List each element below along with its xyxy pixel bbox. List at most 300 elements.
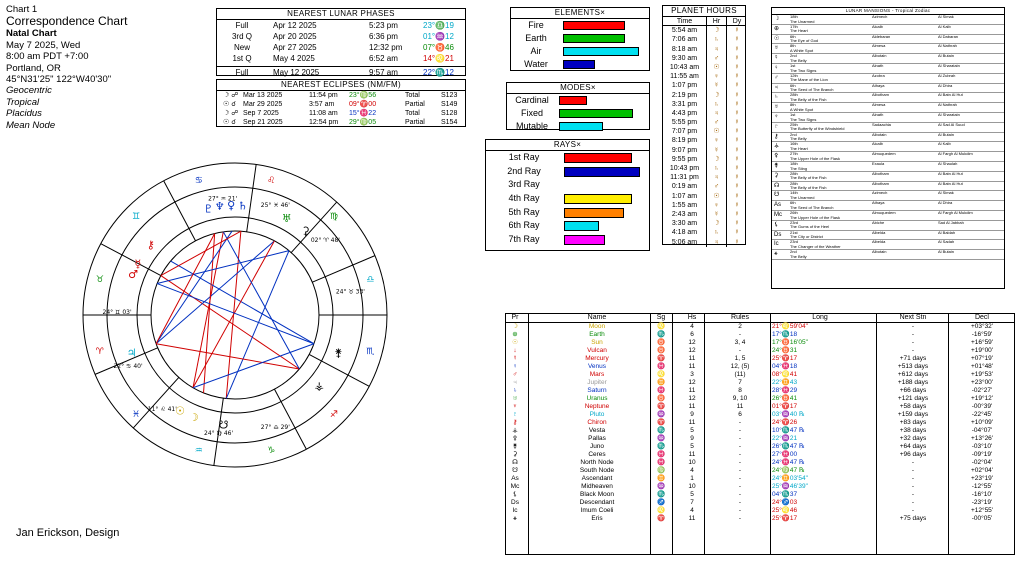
cell-sym: Ds — [511, 499, 519, 506]
planet-hour-row — [663, 54, 745, 63]
cell-sym: ☊ — [512, 459, 518, 466]
cell-sg: ♐ — [656, 499, 666, 506]
hour-time: 0:19 am — [663, 182, 707, 191]
cell-hs: 12 — [688, 395, 696, 402]
eclipse-kind: Partial — [405, 119, 425, 126]
mansion-row — [772, 93, 1004, 103]
mansion-number: 18th — [790, 160, 798, 166]
mansion-arabic: Al Sharatain — [938, 62, 960, 68]
cell-name: Vulcan — [587, 347, 607, 354]
day-ruler: ☿ — [734, 109, 740, 117]
mansion-meaning: The City or District — [790, 234, 823, 240]
cell-sym: ♄ — [512, 387, 518, 394]
cell-rules: - — [738, 435, 742, 442]
planet-hours-title: PLANET HOURS — [663, 6, 745, 17]
table-divider — [948, 314, 949, 554]
mansion-number: 23rd — [790, 219, 799, 225]
mansion-planet: Ic — [774, 241, 779, 248]
mansion-row — [772, 133, 1004, 143]
zodiac-sign-glyph: ♋ — [194, 175, 203, 186]
mansion-arabic: Al Zubrah — [938, 72, 956, 78]
cell-name: Juno — [589, 443, 605, 450]
hour-ruler: ♄ — [707, 35, 727, 44]
cell-stn: - — [911, 507, 915, 514]
elements-row — [511, 45, 649, 58]
wheel-inner-ring — [151, 231, 319, 399]
hour-ruler: ♃ — [707, 238, 727, 247]
chart-coords: 45°N31'25" 122°W40'30" — [6, 74, 112, 86]
modes-row — [507, 120, 649, 133]
mansion-name: Alnath — [872, 111, 884, 117]
table-row — [506, 403, 1014, 411]
table-row — [506, 371, 1014, 379]
day-ruler: ☿ — [734, 146, 740, 154]
cell-rules: - — [738, 459, 742, 466]
mansion-row — [772, 123, 1004, 133]
cell-name: South Node — [579, 467, 615, 474]
planet-glyph: ♅ — [281, 211, 292, 225]
hour-time: 10:43 am — [663, 63, 707, 72]
mansion-row — [772, 250, 1004, 260]
house-cusp-label: 24° ♉ 33' — [335, 288, 365, 296]
mansion-arabic: Sad Al Jabbah — [938, 219, 964, 225]
mansion-meaning: The Changer of the Weather — [790, 243, 841, 249]
mansion-meaning: The Belly of the Fish — [790, 96, 827, 102]
zodiac-sign-glyph: ♐ — [329, 409, 339, 420]
elements-label: Fire — [528, 20, 544, 30]
planet-glyph: ♇ — [203, 202, 214, 216]
mansion-name: Almesa — [872, 102, 886, 108]
modes-label: Fixed — [520, 108, 543, 118]
zodiac-sign-glyph: ♌ — [267, 175, 276, 186]
elements-label: Air — [530, 46, 542, 56]
eclipse-time: 3:57 am — [309, 101, 335, 108]
hour-ruler: ♂ — [707, 118, 727, 127]
hour-ruler: ♃ — [707, 173, 727, 182]
zodiac-sign-glyph: ♒ — [194, 446, 203, 457]
eclipse-symbol: ☉ ☌ — [223, 101, 236, 108]
cell-hs: 11 — [688, 363, 696, 370]
elements-row — [511, 19, 649, 32]
cell-sg: ♓ — [656, 363, 666, 370]
mansion-planet: ⚹ — [774, 251, 778, 258]
eclipse-saros: S123 — [441, 92, 458, 99]
mansion-planet: ⚴ — [774, 153, 779, 160]
cell-long: 24°♊03'54" — [772, 475, 808, 482]
mansion-meaning: The Upper Hole of the Flask — [790, 155, 841, 161]
lunar-phase-row — [217, 31, 465, 42]
eclipse-position: 29°♍05 — [349, 119, 377, 126]
cell-hs: 11 — [688, 419, 696, 426]
cell-sym: ⚳ — [512, 451, 518, 458]
table-row — [506, 515, 1014, 523]
mansion-name: Albotham — [872, 180, 889, 186]
planet-hour-row — [663, 192, 745, 201]
hour-ruler: ♄ — [707, 228, 727, 237]
phase-date: May 12 2025 — [273, 68, 320, 77]
cell-hs: 11 — [688, 515, 696, 522]
eclipse-row — [217, 100, 465, 109]
table-row — [506, 491, 1014, 499]
mansion-arabic: Al Nathrah — [938, 102, 957, 108]
day-ruler: ☿ — [734, 128, 740, 136]
cell-rules: 1, 5 — [734, 355, 746, 362]
setting-node: Mean Node — [6, 119, 56, 131]
cell-hs: 5 — [690, 491, 694, 498]
rays-bar — [564, 167, 640, 177]
hour-ruler: ♃ — [707, 45, 727, 54]
rays-row — [486, 165, 649, 179]
table-row — [506, 451, 1014, 459]
mansion-number: 27th — [790, 151, 798, 157]
eclipse-row — [217, 91, 465, 100]
phase-time: 9:57 am — [369, 68, 398, 77]
chart-info — [6, 4, 206, 131]
cell-long: 25°♈17 — [772, 355, 798, 362]
cell-sg: ♈ — [656, 419, 666, 426]
planet-hour-row — [663, 118, 745, 127]
day-ruler: ☿ — [734, 119, 740, 127]
hour-time: 7:07 pm — [663, 127, 707, 136]
cell-hs: 11 — [688, 403, 696, 410]
day-ruler: ☿ — [734, 229, 740, 237]
cell-rules: - — [738, 427, 742, 434]
eclipse-date: Sep 21 2025 — [243, 119, 283, 126]
mansion-planet: ⚷ — [774, 133, 779, 140]
mansion-number: 6th — [790, 200, 796, 206]
cell-sg: ♌ — [656, 507, 666, 514]
cell-name: Jupiter — [587, 379, 607, 386]
day-ruler: ☿ — [734, 192, 740, 200]
cell-stn: - — [911, 323, 915, 330]
lunar-phases-title: NEAREST LUNAR PHASES — [217, 9, 465, 20]
cell-sg: ♈ — [656, 355, 666, 362]
planet-hour-row — [663, 228, 745, 237]
lunar-phases-panel — [216, 8, 466, 76]
planet-glyph: ♆ — [214, 200, 225, 214]
cell-rules: 9, 10 — [732, 395, 748, 402]
eclipses-panel — [216, 79, 466, 127]
cell-hs: 5 — [690, 443, 694, 450]
elements-title[interactable]: ELEMENTS× — [511, 8, 649, 19]
mansion-number: 16th — [790, 141, 798, 147]
cell-long: 01°♈17 — [772, 403, 798, 410]
cell-stn: - — [911, 459, 915, 466]
table-row — [506, 419, 1014, 427]
cell-hs: 9 — [690, 411, 694, 418]
mansion-planet: ☊ — [774, 182, 780, 189]
phase-position: 14°♌21 — [423, 54, 454, 63]
mansion-planet: ♆ — [774, 113, 779, 120]
mansion-planet: ☽ — [774, 16, 780, 22]
mansion-arabic: Al Butain — [938, 53, 955, 59]
cell-decl: -23°19' — [971, 499, 993, 506]
eclipse-saros: S149 — [441, 101, 458, 108]
cell-long: 25°♈17 — [772, 515, 798, 522]
cell-hs: 4 — [690, 467, 694, 474]
rays-row — [486, 206, 649, 220]
eclipse-date: Mar 29 2025 — [243, 101, 283, 108]
mansion-row — [772, 74, 1004, 84]
day-ruler: ☿ — [734, 183, 740, 191]
mansion-meaning: The Heart — [790, 145, 808, 151]
cell-stn: +32 days — [899, 435, 927, 442]
lunar-mansions-panel — [771, 7, 1005, 289]
rays-label: 3rd Ray — [508, 179, 540, 190]
cell-long: 22°♒21 — [772, 435, 798, 442]
mansion-arabic: Al Baldah — [938, 229, 956, 235]
mansion-meaning: The Two Signs — [790, 67, 817, 73]
lunar-phase-row — [217, 53, 465, 64]
cell-rules: - — [738, 475, 742, 482]
hour-ruler: ♃ — [707, 109, 727, 118]
hour-time: 10:43 pm — [663, 164, 707, 173]
cell-name: Uranus — [586, 395, 608, 402]
cell-name: Midheaven — [581, 483, 613, 490]
cell-sym: ♀ — [512, 363, 518, 370]
cell-stn: - — [911, 347, 915, 354]
modes-bar — [559, 96, 587, 105]
mansion-number: 1st — [790, 111, 796, 117]
eclipse-time: 11:54 pm — [309, 92, 338, 99]
day-ruler: ☿ — [734, 238, 740, 246]
cell-decl: +02°04' — [970, 467, 994, 474]
cell-decl: +01°48' — [970, 363, 994, 370]
hour-ruler: ♂ — [707, 54, 727, 63]
cell-stn: +66 days — [899, 387, 927, 394]
table-row — [506, 331, 1014, 339]
day-ruler: ☿ — [734, 54, 740, 62]
cell-stn: - — [911, 491, 915, 498]
rays-bar — [564, 194, 632, 204]
planets-table-header — [506, 314, 1014, 323]
mansion-arabic: Al Dabaran — [938, 33, 959, 39]
phase-time: 5:23 pm — [369, 21, 398, 30]
cell-sym: ♃ — [512, 379, 518, 386]
cell-name: North Node — [580, 459, 614, 466]
mansion-number: 2nd — [790, 131, 797, 137]
day-ruler: ☿ — [734, 82, 740, 90]
cell-long: 21°♌59'04" — [772, 323, 808, 330]
house-cusp-line — [274, 389, 306, 449]
house-cusp-label: 22° ♋ 40' — [113, 362, 143, 370]
table-divider — [876, 314, 877, 554]
lunar-phase-row — [217, 66, 465, 77]
rays-row — [486, 219, 649, 233]
mansion-meaning: The Butterfly of the Windshield — [790, 126, 845, 132]
cell-name: Venus — [587, 363, 607, 370]
mansion-arabic: Al Dhira — [938, 82, 953, 88]
hours-col-time: Time — [663, 17, 707, 25]
mansion-number: 14th — [790, 190, 798, 196]
hour-ruler: ♄ — [707, 100, 727, 109]
eclipse-time: 11:08 am — [309, 110, 338, 117]
cell-sg: ♉ — [656, 339, 666, 346]
cell-long: 08°♌41 — [772, 371, 798, 378]
hour-time: 7:06 am — [663, 35, 707, 44]
mansion-row — [772, 35, 1004, 45]
cell-name: Moon — [588, 323, 606, 330]
planet-hour-row — [663, 210, 745, 219]
mansion-planet: ☿ — [774, 55, 779, 62]
cell-name: Pallas — [588, 435, 606, 442]
cell-sym: ⚹ — [513, 515, 517, 522]
hour-ruler: ♂ — [707, 182, 727, 191]
cell-sg: ♒ — [656, 411, 666, 418]
cell-sym: ☽ — [512, 323, 518, 330]
mansion-number: 23rd — [790, 239, 799, 245]
cell-decl: +13°26' — [970, 435, 994, 442]
house-cusp-line — [133, 377, 179, 428]
mansion-number: 28th — [790, 180, 798, 186]
planet-hour-row — [663, 182, 745, 191]
mansion-number: 2nd — [790, 53, 797, 59]
cell-decl: +03°32' — [970, 323, 994, 330]
mansion-arabic: Al Fargh Al Mukdim — [938, 209, 973, 215]
planet-hours-header — [663, 17, 745, 26]
chart-time: 8:00 am PDT +7:00 — [6, 51, 89, 63]
planet-hour-row — [663, 63, 745, 72]
phase-date: May 4 2025 — [273, 54, 315, 63]
cell-hs: 12 — [688, 379, 696, 386]
cell-stn: +71 days — [899, 355, 927, 362]
planet-hour-row — [663, 219, 745, 228]
house-cusp-label: 24° ♍ 46' — [204, 429, 234, 437]
planet-hour-row — [663, 26, 745, 35]
table-row — [506, 507, 1014, 515]
eclipse-position: 23°♍56 — [349, 92, 377, 99]
mansion-arabic: Al Batn Al Hut — [938, 180, 963, 186]
elements-label: Water — [524, 59, 548, 69]
phase-position: 23°♎19 — [423, 21, 454, 30]
cell-rules: - — [738, 507, 742, 514]
cell-stn: - — [911, 339, 915, 346]
cell-hs: 1 — [690, 475, 694, 482]
zodiac-sign-glyph: ♉ — [95, 274, 104, 285]
cell-rules: - — [738, 451, 742, 458]
mansion-name: Alnath — [872, 62, 884, 68]
cell-name: Descendant — [579, 499, 615, 506]
rays-bar — [564, 235, 605, 245]
day-ruler: ☿ — [734, 91, 740, 99]
cell-long: 24°♉31 — [772, 347, 798, 354]
eclipse-date: Mar 13 2025 — [243, 92, 283, 99]
eclipse-symbol: ☽ ☍ — [223, 92, 239, 99]
cell-sym: ☋ — [512, 467, 518, 474]
planets-table — [505, 313, 1015, 555]
planet-hour-row — [663, 45, 745, 54]
elements-bar — [563, 34, 625, 43]
table-col-long: Long — [812, 314, 828, 321]
mansion-planet: ⊕ — [774, 25, 780, 32]
cell-decl: +19°00' — [970, 347, 994, 354]
hour-ruler: ♄ — [707, 164, 727, 173]
mansion-meaning: The Mane of the Lion — [790, 77, 828, 83]
eclipse-time: 12:54 pm — [309, 119, 339, 126]
mansion-planet: Mc — [774, 211, 782, 218]
cell-decl: -02°04' — [971, 459, 993, 466]
cell-sg: ♓ — [656, 459, 666, 466]
rays-label: 1st Ray — [508, 152, 540, 162]
cell-sg: ♏ — [656, 491, 666, 498]
mansion-row — [772, 240, 1004, 250]
mansion-arabic: Al Batn Al Hut — [938, 170, 963, 176]
phase-name: New — [233, 43, 250, 52]
modes-title[interactable]: MODES× — [507, 83, 649, 94]
planet-hour-row — [663, 155, 745, 164]
designer-credit: Jan Erickson, Design — [16, 527, 120, 539]
phase-time: 12:32 pm — [369, 43, 403, 52]
table-col-name: Name — [587, 314, 607, 321]
mansion-row — [772, 191, 1004, 201]
rays-bar — [564, 153, 632, 163]
cell-decl: -16°10' — [971, 491, 993, 498]
cell-stn: +75 days — [899, 515, 927, 522]
cell-decl: +07°19' — [970, 355, 994, 362]
cell-name: Neptune — [584, 403, 610, 410]
cell-sym: ☿ — [512, 355, 518, 362]
phase-name: 1st Q — [232, 54, 252, 63]
planet-hour-row — [663, 164, 745, 173]
day-ruler: ☿ — [734, 210, 740, 218]
eclipse-kind: Total — [405, 110, 420, 117]
day-ruler: ☿ — [734, 155, 740, 163]
cell-long: 03°♒40 ℞ — [772, 411, 805, 418]
mansion-meaning: The Belly — [790, 253, 807, 259]
phase-position: 22°♏12 — [423, 68, 454, 77]
aspect-line — [171, 261, 314, 344]
chart-place: Portland, OR — [6, 62, 61, 74]
mansion-name: Almesa — [872, 43, 886, 49]
hour-time: 4:43 pm — [663, 109, 707, 118]
table-col-hs: Hs — [687, 314, 697, 321]
modes-bar — [559, 122, 603, 131]
rays-label: 5th Ray — [508, 206, 540, 217]
mansion-name: Albelda — [872, 229, 886, 235]
mansion-planet: ⚵ — [774, 162, 779, 169]
hour-ruler: ☿ — [707, 146, 727, 155]
planet-glyph: ☋ — [218, 418, 229, 432]
rays-title[interactable]: RAYS× — [486, 140, 649, 151]
mansion-number: 8th — [790, 102, 796, 108]
cell-hs: 5 — [690, 427, 694, 434]
cell-sym: Ic — [512, 507, 518, 514]
mansion-number: 6th — [790, 33, 796, 39]
table-row — [506, 443, 1014, 451]
mansion-planet: ♇ — [774, 123, 779, 130]
phase-date: Apr 20 2025 — [273, 32, 317, 41]
mansion-row — [772, 44, 1004, 54]
cell-rules: - — [738, 331, 742, 338]
eclipses-title: NEAREST ECLIPSES (NM/FM) — [217, 80, 465, 91]
mansion-planet: ♄ — [774, 94, 779, 101]
hour-time: 8:19 pm — [663, 136, 707, 145]
mansion-meaning: The Belly of the Fish — [790, 175, 827, 181]
aspect-line — [204, 233, 215, 392]
cell-decl: +19°12' — [970, 395, 994, 402]
elements-label: Earth — [525, 33, 547, 43]
mansion-name: Albotham — [872, 92, 889, 98]
cell-sg: ♒ — [656, 435, 666, 442]
rays-row — [486, 233, 649, 247]
mansion-meaning: The Belly — [790, 136, 807, 142]
mansion-planet: As — [774, 202, 782, 209]
hour-time: 3:30 am — [663, 219, 707, 228]
day-ruler: ☿ — [734, 100, 740, 108]
modes-label: Cardinal — [515, 95, 549, 105]
eclipse-symbol: ☉ ☌ — [223, 119, 236, 126]
cell-stn: - — [911, 499, 915, 506]
